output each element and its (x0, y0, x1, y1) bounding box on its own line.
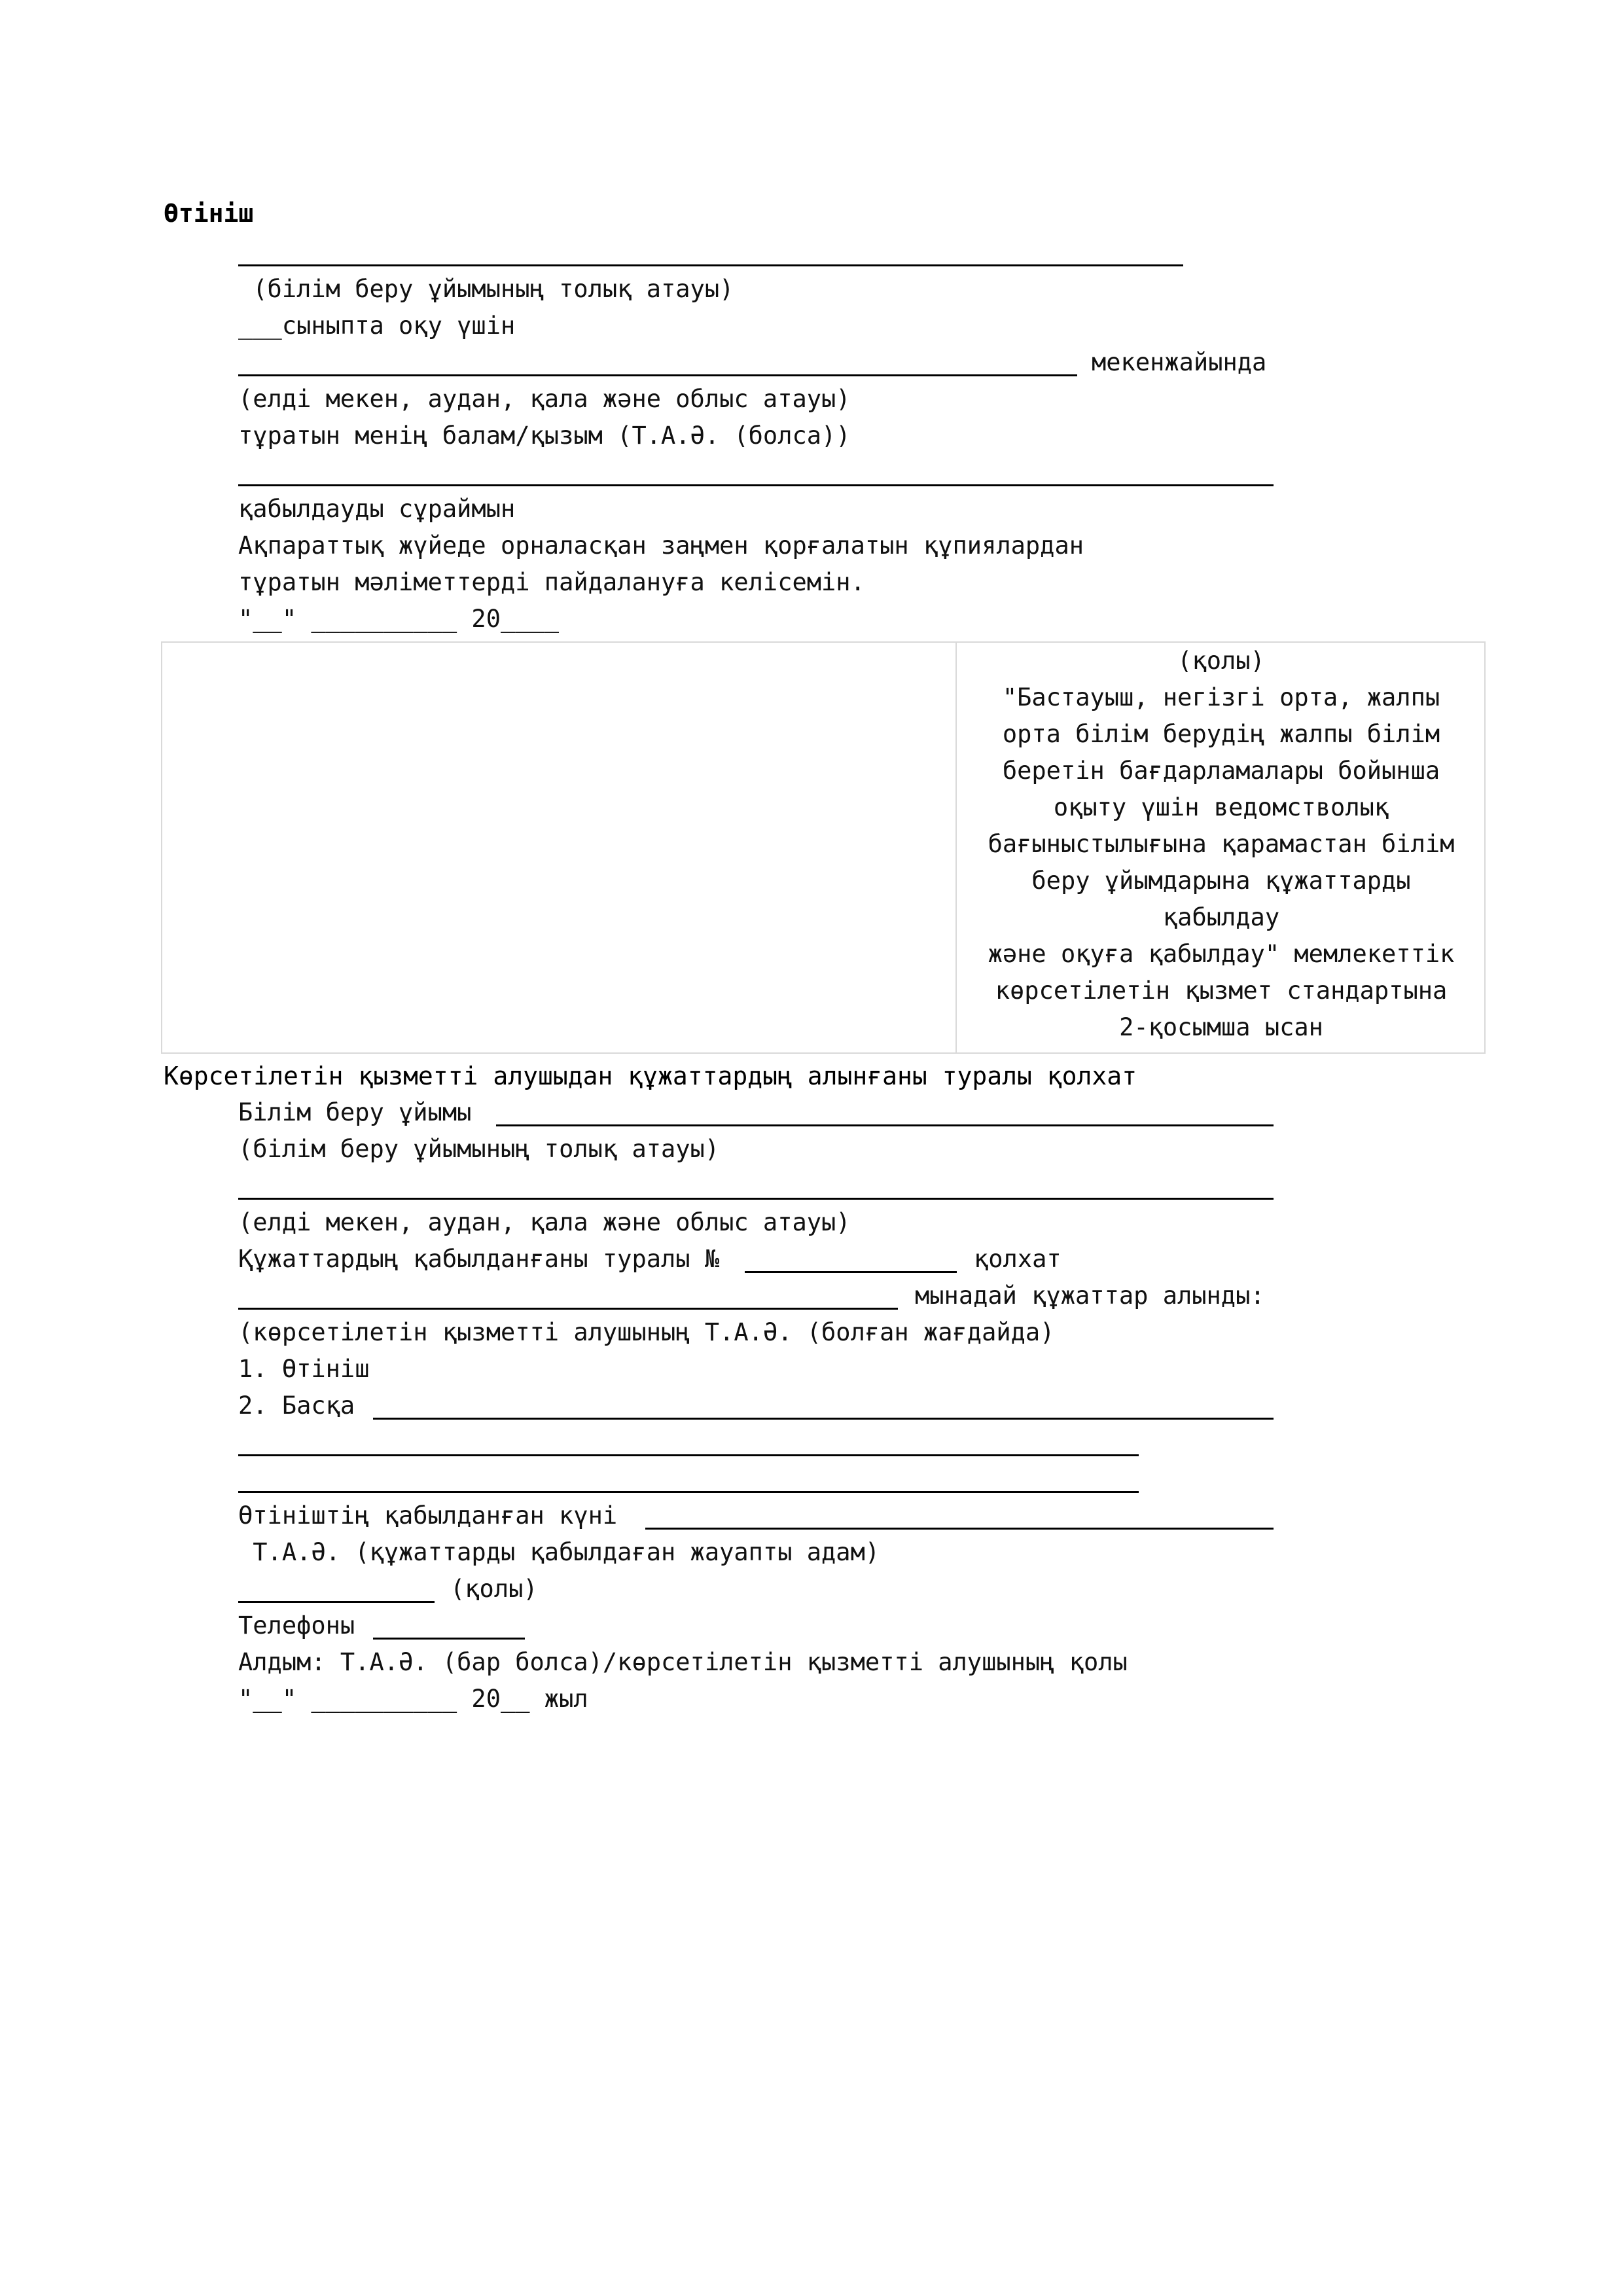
address-blank (238, 374, 1077, 376)
acceptance-date-blank (645, 1528, 1274, 1530)
receipt-locality-caption: (елді мекен, аудан, қала және облыс атауы) (238, 1208, 851, 1236)
received-suffix: мынадай құжаттар алынды: (915, 1282, 1265, 1310)
annex-line: "Бастауыш, негізгі орта, жалпы (1002, 683, 1440, 711)
child-name-blank (238, 484, 1274, 486)
other-documents-blank (373, 1418, 1274, 1420)
recipient-name-blank (238, 1308, 898, 1310)
other-documents-blank-2 (238, 1454, 1139, 1456)
signature-blank (238, 1601, 435, 1603)
annex-line: 2-қосымша ысан (1119, 1013, 1323, 1041)
receipt-number-prefix: Құжаттардың қабылданғаны туралы № (238, 1245, 720, 1273)
receipt-org-caption: (білім беру ұйымының толық атауы) (238, 1135, 720, 1163)
application-title: Өтініш (164, 199, 254, 228)
address-suffix: мекенжайында (1092, 348, 1267, 376)
annex-line: беретін бағдарламалары бойынша (1002, 757, 1440, 785)
annex-line: оқыту үшін ведомстволық (1053, 793, 1389, 821)
recipient-caption: (көрсетілетін қызметті алушының Т.А.Ә. (болған жағдайда) (238, 1318, 1055, 1346)
org-name-blank (238, 264, 1183, 266)
receipt-org-label: Білім беру ұйымы (238, 1098, 472, 1126)
annex-line: беру ұйымдарына құжаттарды (1031, 867, 1411, 895)
org-caption: (білім беру ұйымының толық атауы) (238, 275, 734, 303)
consent-line-2: тұратын мәліметтерді пайдалануға келісемін. (238, 568, 865, 596)
child-line: тұратын менің балам/қызым (Т.А.Ә. (болса)) (238, 422, 851, 450)
request-line: қабылдауды сұраймын (238, 495, 516, 523)
receipt-date-line: "__" __________ 20__ жыл (238, 1685, 588, 1713)
receipt-number-suffix: қолхат (974, 1245, 1061, 1273)
receipt-org-blank (496, 1124, 1274, 1126)
receipt-number-blank (745, 1271, 957, 1273)
phone-blank (373, 1638, 525, 1640)
annex-line: көрсетілетін қызмет стандартына (995, 977, 1448, 1005)
document-item-1: 1. Өтініш (238, 1355, 370, 1383)
receipt-title: Көрсетілетін қызметті алушыдан құжаттардың алынғаны туралы қолхат (164, 1062, 1137, 1090)
locality-caption: (елді мекен, аудан, қала және облыс атауы) (238, 385, 851, 413)
phone-label: Телефоны (238, 1611, 355, 1640)
application-date-line: "__" __________ 20____ (238, 605, 560, 633)
annex-line: қабылдау (1162, 903, 1280, 931)
signature-suffix: (қолы) (450, 1575, 538, 1603)
receipt-locality-blank (238, 1198, 1274, 1200)
annex-line: орта білім берудің жалпы білім (1002, 720, 1440, 748)
other-documents-blank-3 (238, 1491, 1139, 1493)
received-by-line: Алдым: Т.А.Ә. (бар болса)/көрсетілетін қызметті алушының қолы (238, 1648, 1128, 1676)
document-item-2: 2. Басқа (238, 1391, 355, 1420)
consent-line-1: Ақпараттық жүйеде орналасқан заңмен қорғалатын құпиялардан (238, 531, 1084, 560)
acceptance-date-label: Өтініштің қабылданған күні (238, 1501, 618, 1530)
responsible-caption: Т.А.Ә. (құжаттарды қабылдаған жауапты адам) (238, 1538, 880, 1566)
grade-line: ___сыныпта оқу үшін (238, 312, 516, 340)
annex-line: және оқуға қабылдау" мемлекеттік (988, 940, 1455, 968)
annex-line: бағыныстылығына қарамастан білім (988, 830, 1455, 858)
annex-line: (қолы) (1177, 647, 1265, 675)
